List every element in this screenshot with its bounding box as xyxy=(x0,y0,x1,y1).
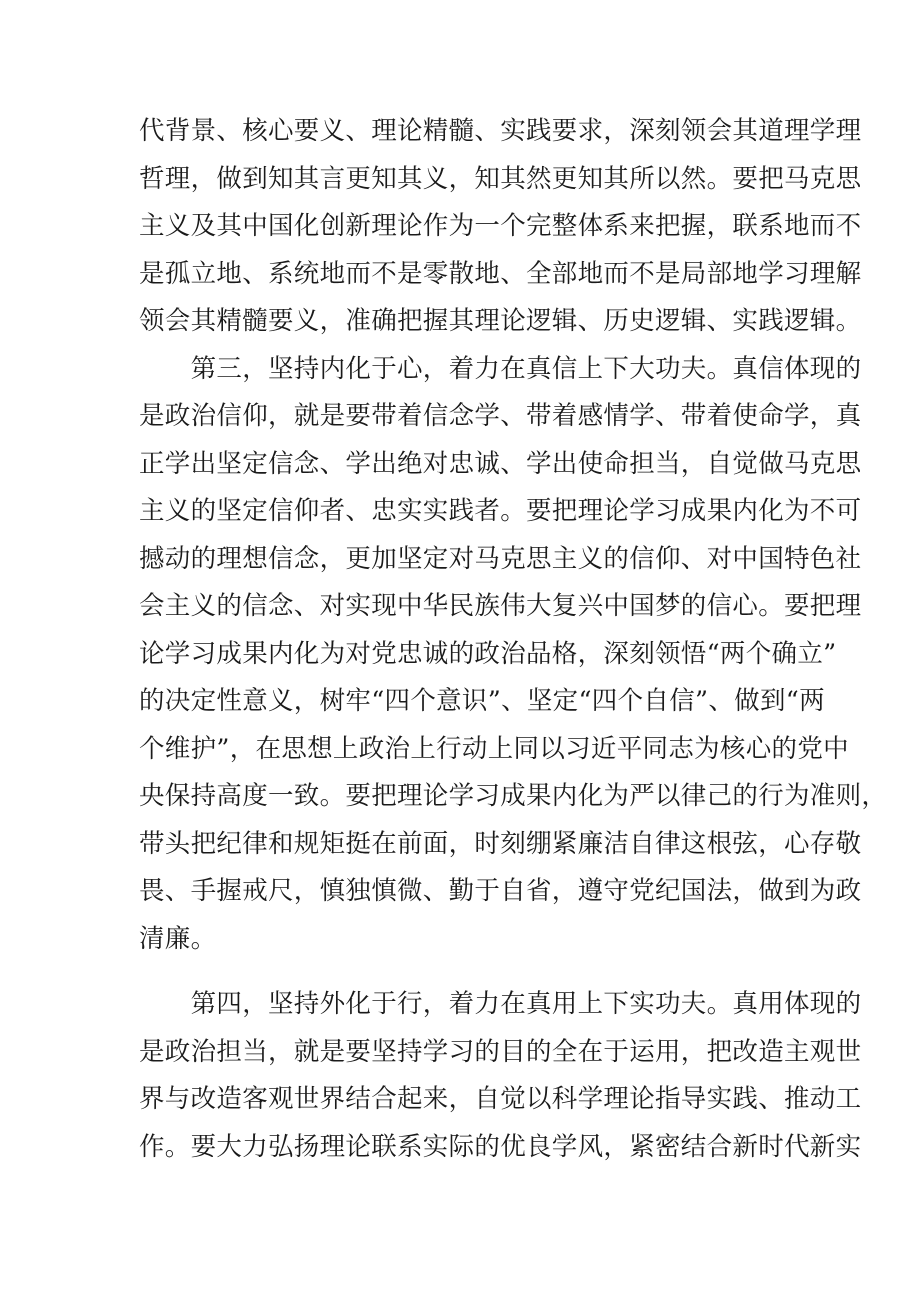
text-line: 的决定性意义，树牢“四个意识”、坚定“四个自信”、做到“两 xyxy=(139,686,825,716)
text-line: 是政治担当，就是要坚持学习的目的全在于运用，把改造主观世 xyxy=(139,1036,862,1067)
text-line: 论学习成果内化为对党忠诚的政治品格，深刻领悟“两个确立” xyxy=(139,638,837,669)
text-line: 哲理，做到知其言更知其义，知其然更知其所以然。要把马克思 xyxy=(139,163,862,194)
text-line: 主义的坚定信仰者、忠实实践者。要把理论学习成果内化为不可 xyxy=(139,496,862,526)
text-line: 是孤立地、系统地而不是零散地、全部地而不是局部地学习理解 xyxy=(139,258,862,289)
text-line: 央保持高度一致。要把理论学习成果内化为严以律己的行为准则， xyxy=(139,781,888,811)
text-line: 清廉。 xyxy=(139,923,217,954)
text-line: 撼动的理想信念，更加坚定对马克思主义的信仰、对中国特色社 xyxy=(139,543,862,574)
text-line: 第四，坚持外化于行，着力在真用上下实功夫。真用体现的 xyxy=(139,989,862,1019)
body-text xyxy=(139,108,888,1171)
text-line: 会主义的信念、对实现中华民族伟大复兴中国梦的信心。要把理 xyxy=(139,591,862,621)
text-line: 带头把纪律和规矩挺在前面，时刻绷紧廉洁自律这根弦，心存敬 xyxy=(139,828,862,859)
paragraph-1 xyxy=(139,108,862,346)
text-line: 是政治信仰，就是要带着信念学、带着感情学、带着使命学，真 xyxy=(139,401,862,431)
text-line: 主义及其中国化创新理论作为一个完整体系来把握，联系地而不 xyxy=(139,211,862,241)
text-line: 正学出坚定信念、学出绝对忠诚、学出使命担当，自觉做马克思 xyxy=(139,448,862,479)
text-line: 代背景、核心要义、理论精髓、实践要求，深刻领会其道理学理 xyxy=(139,116,862,146)
text-line: 界与改造客观世界结合起来，自觉以科学理论指导实践、推动工 xyxy=(139,1084,862,1114)
text-line: 个维护”，在思想上政治上行动上同以习近平同志为核心的党中 xyxy=(139,733,849,764)
paragraph-3 xyxy=(139,981,862,1171)
text-line: 领会其精髓要义，准确把握其理论逻辑、历史逻辑、实践逻辑。 xyxy=(139,306,862,336)
text-line: 畏、手握戒尺，慎独慎微、勤于自省，遵守党纪国法，做到为政 xyxy=(139,876,862,906)
text-line: 作。要大力弘扬理论联系实际的优良学风，紧密结合新时代新实 xyxy=(139,1131,862,1162)
paragraph-spacer xyxy=(139,963,789,981)
text-line: 第三，坚持内化于心，着力在真信上下大功夫。真信体现的 xyxy=(139,353,862,384)
paragraph-2 xyxy=(139,346,888,964)
